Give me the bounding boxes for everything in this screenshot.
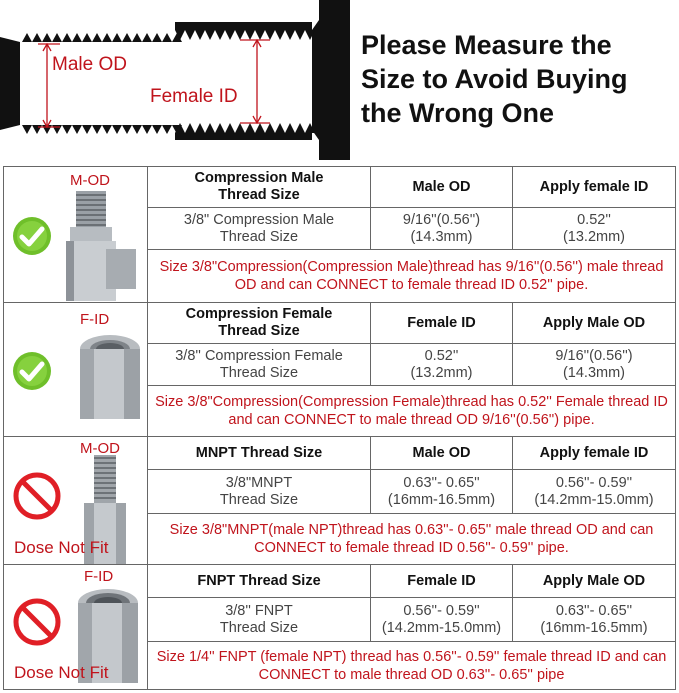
spec-row-3 [3,436,676,565]
header-measure: Male OD [370,167,512,207]
value-thread-size: 3/8"MNPT Thread Size [148,469,370,513]
headline [361,28,679,130]
compatibility-note: Size 3/8"Compression(Compression Male)thread has 9/16''(0.56'') male thread OD and can CONNECT to female thread ID 0.52'' pipe. [148,249,675,302]
headline-line-2: Size to Avoid Buying [361,64,628,94]
male-od-label: Male OD [52,54,127,75]
header-apply: Apply Male OD [512,565,675,597]
measure-label: M-OD [70,172,110,189]
fitting-image [78,333,142,428]
header-measure: Female ID [370,303,512,343]
value-measure: 0.52'' (13.2mm) [370,343,512,385]
value-apply: 9/16''(0.56'') (14.3mm) [512,343,675,385]
value-thread-size: 3/8'' Compression Female Thread Size [148,343,370,385]
spec-row-4 [3,564,676,690]
header-apply: Apply female ID [512,437,675,469]
value-apply: 0.63''- 0.65'' (16mm-16.5mm) [512,597,675,641]
no-icon [12,597,62,652]
hero-banner [0,0,679,165]
headline-line-1: Please Measure the [361,30,612,60]
compatibility-note: Size 1/4'' FNPT (female NPT) thread has 0.56''- 0.59'' female thread ID and can CONNECT to male thread OD 0.63''- 0.65'' pipe [148,641,675,689]
value-thread-size: 3/8'' FNPT Thread Size [148,597,370,641]
header-measure: Male OD [370,437,512,469]
female-id-label: Female ID [150,86,238,107]
header-measure: Female ID [370,565,512,597]
value-measure: 9/16''(0.56'') (14.3mm) [370,207,512,249]
header-thread-size: MNPT Thread Size [195,444,323,461]
product-thumbnail [4,303,148,436]
value-apply: 0.52'' (13.2mm) [512,207,675,249]
headline-line-3: the Wrong One [361,98,554,128]
compatibility-note: Size 3/8"MNPT(male NPT)thread has 0.63''- 0.65'' male thread OD and can CONNECT to female thread ID 0.56''- 0.59'' pipe. [148,513,675,564]
header-apply: Apply female ID [512,167,675,207]
compatibility-note: Size 3/8"Compression(Compression Female)thread has 0.52'' Female thread ID and can CONNECT to male thread OD 9/16''(0.56'') pipe. [148,385,675,436]
value-measure: 0.56''- 0.59'' (14.2mm-15.0mm) [370,597,512,641]
measure-label: F-ID [80,311,110,328]
measure-label: M-OD [80,440,120,457]
fit-status-label: Dose Not Fit [14,538,109,557]
header-thread-size: Compression Female Thread Size [185,306,333,339]
spec-table [3,166,676,690]
fitting-image [66,191,136,306]
product-thumbnail [4,437,148,564]
no-icon [12,471,62,526]
check-icon [12,351,52,396]
check-icon [12,216,52,261]
spec-row-2 [3,302,676,437]
fit-status-label: Dose Not Fit [14,663,109,682]
spec-row-1 [3,166,676,303]
product-thumbnail [4,565,148,689]
measure-label: F-ID [84,568,114,585]
value-thread-size: 3/8" Compression Male Thread Size [148,207,370,249]
product-thumbnail [4,167,148,302]
header-thread-size: FNPT Thread Size [197,572,321,589]
header-apply: Apply Male OD [512,303,675,343]
value-apply: 0.56''- 0.59'' (14.2mm-15.0mm) [512,469,675,513]
header-thread-size: Compression Male Thread Size [194,170,324,203]
value-measure: 0.63''- 0.65'' (16mm-16.5mm) [370,469,512,513]
